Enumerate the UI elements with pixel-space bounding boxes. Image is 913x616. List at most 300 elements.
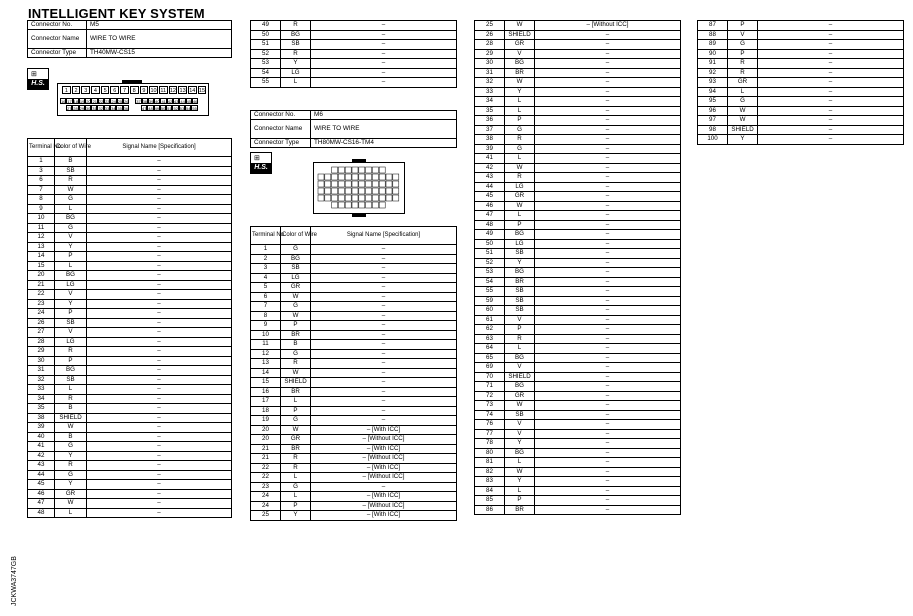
terminal-cell: 61 bbox=[475, 315, 505, 325]
terminal-cell: 50 bbox=[251, 30, 281, 40]
pin-cell: 5 bbox=[101, 86, 110, 94]
table-row bbox=[251, 340, 457, 350]
color-cell: L bbox=[281, 492, 311, 502]
color-cell: Y bbox=[505, 87, 535, 97]
label: Connector Name bbox=[28, 30, 87, 49]
signal-cell: – bbox=[535, 344, 681, 354]
signal-cell: – bbox=[758, 87, 904, 97]
signal-cell: – bbox=[535, 230, 681, 240]
color-cell: W bbox=[281, 425, 311, 435]
terminal-cell: 23 bbox=[28, 299, 55, 309]
table-row bbox=[28, 356, 232, 366]
terminal-cell: 25 bbox=[251, 511, 281, 521]
pin-cell: 54 bbox=[186, 106, 191, 111]
terminal-cell: 98 bbox=[698, 125, 728, 135]
table-row bbox=[475, 410, 681, 420]
pin-cell bbox=[332, 202, 338, 208]
color-cell: W bbox=[505, 78, 535, 88]
pin-cell bbox=[318, 181, 324, 187]
color-cell: LG bbox=[505, 182, 535, 192]
terminal-cell: 92 bbox=[698, 68, 728, 78]
table-row bbox=[251, 245, 457, 255]
table-row bbox=[28, 508, 232, 518]
pin-cell bbox=[372, 167, 378, 173]
table-row bbox=[251, 368, 457, 378]
terminal-cell: 20 bbox=[251, 435, 281, 445]
pin-cell bbox=[318, 195, 324, 201]
table-row bbox=[698, 97, 904, 107]
table-row bbox=[698, 40, 904, 50]
signal-cell: – bbox=[311, 321, 457, 331]
signal-cell: – bbox=[87, 242, 232, 252]
pin-cell: 12 bbox=[169, 88, 176, 94]
color-cell: P bbox=[281, 501, 311, 511]
table-row bbox=[251, 492, 457, 502]
terminal-cell: 33 bbox=[475, 87, 505, 97]
terminal-cell: 85 bbox=[475, 496, 505, 506]
signal-cell: – bbox=[535, 268, 681, 278]
signal-cell: – bbox=[535, 296, 681, 306]
terminal-cell: 29 bbox=[475, 49, 505, 59]
table-row bbox=[475, 135, 681, 145]
signal-cell: – bbox=[758, 125, 904, 135]
pin-cell: 42 bbox=[167, 99, 173, 104]
table-row bbox=[28, 166, 232, 176]
table-row bbox=[28, 394, 232, 404]
signal-cell: – bbox=[535, 59, 681, 69]
terminal-cell: 48 bbox=[475, 220, 505, 230]
color-cell: SHIELD bbox=[505, 372, 535, 382]
table-row bbox=[475, 467, 681, 477]
color-cell: G bbox=[281, 482, 311, 492]
signal-cell: – bbox=[535, 277, 681, 287]
color-cell: L bbox=[505, 211, 535, 221]
color-cell: G bbox=[55, 470, 87, 480]
color-cell: BR bbox=[281, 330, 311, 340]
table-row bbox=[28, 337, 232, 347]
signal-cell: – bbox=[87, 299, 232, 309]
table-row bbox=[475, 21, 681, 31]
signal-cell: – bbox=[535, 40, 681, 50]
signal-cell: – bbox=[758, 40, 904, 50]
signal-cell: – bbox=[87, 176, 232, 186]
color-cell: P bbox=[281, 406, 311, 416]
signal-cell: – bbox=[87, 204, 232, 214]
terminal-cell: 7 bbox=[251, 302, 281, 312]
terminal-cell: 88 bbox=[698, 30, 728, 40]
signal-cell: – bbox=[311, 68, 457, 78]
color-cell: P bbox=[281, 321, 311, 331]
terminal-cell: 24 bbox=[28, 309, 55, 319]
color-cell: L bbox=[505, 344, 535, 354]
table-row bbox=[698, 87, 904, 97]
table-row bbox=[698, 116, 904, 126]
connector-info-m6 bbox=[250, 110, 457, 148]
terminal-cell: 20 bbox=[251, 425, 281, 435]
table-row bbox=[475, 353, 681, 363]
color-cell: SB bbox=[505, 296, 535, 306]
terminal-cell: 22 bbox=[251, 473, 281, 483]
color-cell: GR bbox=[728, 78, 758, 88]
table-row bbox=[251, 454, 457, 464]
pin-cell bbox=[386, 195, 392, 201]
signal-cell: – bbox=[535, 144, 681, 154]
table-row bbox=[28, 366, 232, 376]
table-row bbox=[251, 511, 457, 521]
color-cell: G bbox=[55, 442, 87, 452]
terminal-cell: 34 bbox=[28, 394, 55, 404]
pin-cell: 32 bbox=[98, 106, 103, 111]
terminal-cell: 22 bbox=[28, 290, 55, 300]
pin-cell: 47 bbox=[141, 106, 147, 111]
terminal-cell: 90 bbox=[698, 49, 728, 59]
terminal-cell: 1 bbox=[251, 245, 281, 255]
signal-cell: – bbox=[311, 30, 457, 40]
terminal-cell: 60 bbox=[475, 306, 505, 316]
signal-cell: – bbox=[87, 185, 232, 195]
pin-cell bbox=[332, 188, 338, 194]
table-row bbox=[475, 420, 681, 430]
color-cell: SB bbox=[505, 249, 535, 259]
terminal-header: Terminal No. bbox=[251, 227, 281, 245]
signal-cell: – bbox=[535, 173, 681, 183]
pin-cell: 27 bbox=[67, 106, 72, 111]
terminal-cell: 64 bbox=[475, 344, 505, 354]
signal-cell: – [Without ICC] bbox=[535, 21, 681, 31]
terminal-cell: 71 bbox=[475, 382, 505, 392]
pin-cell bbox=[325, 188, 331, 194]
signal-cell: – bbox=[535, 30, 681, 40]
pin-cell bbox=[379, 174, 385, 180]
pin-cell bbox=[393, 195, 399, 201]
signal-cell: – bbox=[535, 315, 681, 325]
color-cell: SHIELD bbox=[728, 125, 758, 135]
terminal-cell: 78 bbox=[475, 439, 505, 449]
color-cell: W bbox=[55, 185, 87, 195]
color-cell: G bbox=[55, 195, 87, 205]
pin-cell: 6 bbox=[110, 86, 119, 94]
signal-cell: – bbox=[311, 359, 457, 369]
color-cell: B bbox=[55, 157, 87, 167]
terminal-cell: 14 bbox=[28, 252, 55, 262]
table-row bbox=[475, 106, 681, 116]
table-row bbox=[475, 363, 681, 373]
color-cell: G bbox=[281, 302, 311, 312]
pin-cell: 24 bbox=[111, 99, 116, 104]
pin-grid bbox=[314, 163, 404, 213]
terminal-cell: 54 bbox=[475, 277, 505, 287]
terminal-cell: 86 bbox=[475, 505, 505, 515]
table-row bbox=[475, 287, 681, 297]
signal-cell: – bbox=[758, 135, 904, 145]
pin-cell: 9 bbox=[140, 86, 149, 94]
table-row bbox=[475, 486, 681, 496]
signal-cell: – bbox=[535, 125, 681, 135]
terminal-cell: 34 bbox=[475, 97, 505, 107]
signal-cell: – bbox=[87, 233, 232, 243]
signal-cell: – bbox=[758, 68, 904, 78]
color-cell: L bbox=[281, 473, 311, 483]
document-code: JCKWA3747GB bbox=[11, 556, 18, 606]
table-row bbox=[475, 505, 681, 515]
color-cell: R bbox=[728, 59, 758, 69]
color-cell: R bbox=[55, 347, 87, 357]
label: Connector Type bbox=[28, 49, 87, 58]
table-row bbox=[28, 309, 232, 319]
pin-cell: 3 bbox=[81, 86, 90, 94]
color-cell: G bbox=[281, 416, 311, 426]
pin-cell bbox=[359, 195, 365, 201]
terminal-cell: 53 bbox=[251, 59, 281, 69]
pin-cell: 35 bbox=[117, 106, 122, 111]
terminal-cell: 52 bbox=[475, 258, 505, 268]
pin-cell bbox=[352, 167, 358, 173]
color-cell: R bbox=[55, 461, 87, 471]
table-row bbox=[28, 271, 232, 281]
signal-cell: – [With ICC] bbox=[311, 492, 457, 502]
table-row bbox=[28, 432, 232, 442]
pin-cell bbox=[379, 195, 385, 201]
table-row bbox=[251, 302, 457, 312]
signal-cell: – bbox=[535, 192, 681, 202]
signal-cell: – bbox=[87, 223, 232, 233]
terminal-cell: 1 bbox=[28, 157, 55, 167]
terminal-cell: 8 bbox=[251, 311, 281, 321]
signal-cell: – bbox=[535, 429, 681, 439]
pin-cell bbox=[359, 167, 365, 173]
table-row bbox=[475, 372, 681, 382]
color-cell: BG bbox=[505, 59, 535, 69]
terminal-cell: 33 bbox=[28, 385, 55, 395]
color-cell: GR bbox=[505, 40, 535, 50]
table-row bbox=[251, 59, 457, 69]
table-row bbox=[28, 204, 232, 214]
table-row bbox=[28, 470, 232, 480]
color-cell: R bbox=[505, 135, 535, 145]
pin-cell: 29 bbox=[79, 106, 85, 111]
pin-cell bbox=[393, 174, 399, 180]
label: Connector No. bbox=[251, 111, 311, 120]
signal-cell: – bbox=[311, 330, 457, 340]
color-cell: W bbox=[505, 467, 535, 477]
table-row bbox=[28, 347, 232, 357]
pin-cell bbox=[379, 188, 385, 194]
signal-cell: – bbox=[535, 439, 681, 449]
table-row bbox=[28, 489, 232, 499]
terminal-cell: 9 bbox=[28, 204, 55, 214]
color-cell: G bbox=[281, 349, 311, 359]
signal-cell: – bbox=[311, 283, 457, 293]
terminal-cell: 46 bbox=[28, 489, 55, 499]
color-cell: W bbox=[281, 311, 311, 321]
page-title: INTELLIGENT KEY SYSTEM bbox=[28, 6, 205, 21]
color-cell: P bbox=[55, 356, 87, 366]
signal-cell: – bbox=[535, 182, 681, 192]
color-cell: BG bbox=[281, 254, 311, 264]
color-cell: SHIELD bbox=[505, 30, 535, 40]
terminal-cell: 11 bbox=[251, 340, 281, 350]
pin-cell bbox=[372, 202, 378, 208]
terminal-header: Terminal No. bbox=[28, 139, 55, 157]
signal-cell: – [With ICC] bbox=[311, 511, 457, 521]
terminal-cell: 15 bbox=[28, 261, 55, 271]
table-row bbox=[251, 444, 457, 454]
table-row bbox=[475, 496, 681, 506]
pin-row bbox=[60, 98, 198, 104]
pin-cell bbox=[379, 167, 385, 173]
terminal-cell: 45 bbox=[475, 192, 505, 202]
color-cell: Y bbox=[281, 59, 311, 69]
signal-cell: – bbox=[87, 432, 232, 442]
table-row bbox=[251, 359, 457, 369]
signal-cell: – bbox=[87, 261, 232, 271]
terminal-cell: 7 bbox=[28, 185, 55, 195]
color-cell: BG bbox=[505, 230, 535, 240]
signal-cell: – bbox=[535, 78, 681, 88]
table-row bbox=[475, 144, 681, 154]
table-row bbox=[251, 78, 457, 88]
pin-cell bbox=[338, 181, 344, 187]
table-row bbox=[698, 78, 904, 88]
pin-cell: 15 bbox=[198, 88, 206, 94]
signal-header: Signal Name [Specification] bbox=[87, 139, 232, 157]
pin-cell bbox=[359, 181, 365, 187]
pin-cell bbox=[338, 188, 344, 194]
pin-cell bbox=[338, 167, 344, 173]
terminal-cell: 10 bbox=[28, 214, 55, 224]
terminal-cell: 49 bbox=[251, 21, 281, 31]
terminal-cell: 84 bbox=[475, 486, 505, 496]
table-row bbox=[251, 292, 457, 302]
pin-cell bbox=[332, 174, 338, 180]
color-cell: L bbox=[505, 106, 535, 116]
value: TH40MW-CS15 bbox=[87, 49, 232, 58]
terminal-cell: 2 bbox=[251, 254, 281, 264]
signal-cell: – bbox=[758, 21, 904, 31]
pin-cell bbox=[366, 167, 372, 173]
signal-cell: – bbox=[87, 470, 232, 480]
pin-cell: 19 bbox=[79, 99, 85, 104]
table-row bbox=[28, 176, 232, 186]
terminal-cell: 20 bbox=[28, 271, 55, 281]
terminal-cell: 27 bbox=[28, 328, 55, 338]
color-cell: L bbox=[505, 486, 535, 496]
signal-cell: – bbox=[535, 496, 681, 506]
pin-cell: 16 bbox=[61, 99, 66, 104]
signal-cell: – bbox=[311, 292, 457, 302]
table-row bbox=[475, 429, 681, 439]
pin-cell: 37 bbox=[136, 99, 141, 104]
terminal-cell: 13 bbox=[28, 242, 55, 252]
pin-cell: 18 bbox=[73, 99, 79, 104]
table-row bbox=[475, 87, 681, 97]
value: M5 bbox=[87, 21, 232, 30]
terminal-cell: 80 bbox=[475, 448, 505, 458]
color-cell: Y bbox=[505, 258, 535, 268]
terminal-cell: 96 bbox=[698, 106, 728, 116]
color-cell: SB bbox=[505, 306, 535, 316]
pin-cell bbox=[393, 188, 399, 194]
pin-cell bbox=[318, 174, 324, 180]
table-row bbox=[475, 40, 681, 50]
table-row bbox=[475, 239, 681, 249]
signal-cell: – bbox=[535, 477, 681, 487]
signal-cell: – bbox=[87, 366, 232, 376]
color-cell: L bbox=[728, 87, 758, 97]
terminal-cell: 47 bbox=[475, 211, 505, 221]
pin-cell: 55 bbox=[192, 106, 197, 111]
signal-cell: – bbox=[758, 49, 904, 59]
table-row bbox=[475, 334, 681, 344]
table-row bbox=[251, 378, 457, 388]
signal-cell: – bbox=[311, 254, 457, 264]
pin-cell bbox=[359, 188, 365, 194]
terminal-cell: 46 bbox=[475, 201, 505, 211]
pin-row bbox=[62, 86, 206, 94]
terminal-cell: 44 bbox=[475, 182, 505, 192]
signal-cell: – bbox=[87, 271, 232, 281]
terminal-cell: 55 bbox=[475, 287, 505, 297]
terminal-cell: 48 bbox=[28, 508, 55, 518]
signal-cell: – bbox=[535, 249, 681, 259]
color-cell: SB bbox=[55, 375, 87, 385]
terminal-cell: 12 bbox=[28, 233, 55, 243]
pin-cell bbox=[366, 188, 372, 194]
color-cell: W bbox=[728, 106, 758, 116]
table-row bbox=[251, 387, 457, 397]
terminal-cell: 35 bbox=[475, 106, 505, 116]
color-cell: P bbox=[55, 309, 87, 319]
color-cell: BG bbox=[55, 366, 87, 376]
signal-cell: – bbox=[87, 442, 232, 452]
signal-cell: – bbox=[311, 264, 457, 274]
table-row bbox=[475, 163, 681, 173]
signal-cell: – bbox=[87, 404, 232, 414]
signal-cell: – bbox=[535, 239, 681, 249]
terminal-cell: 12 bbox=[251, 349, 281, 359]
signal-cell: – bbox=[87, 347, 232, 357]
pin-cell: 17 bbox=[67, 99, 72, 104]
table-row bbox=[475, 220, 681, 230]
terminal-cell: 6 bbox=[251, 292, 281, 302]
pin-cell: 22 bbox=[98, 99, 104, 104]
table-row bbox=[475, 344, 681, 354]
pin-cell: 53 bbox=[179, 106, 185, 111]
terminal-cell: 73 bbox=[475, 401, 505, 411]
signal-cell: – bbox=[311, 245, 457, 255]
terminal-cell: 26 bbox=[28, 318, 55, 328]
color-cell: V bbox=[505, 315, 535, 325]
terminal-cell: 69 bbox=[475, 363, 505, 373]
table-row bbox=[251, 425, 457, 435]
terminal-cell: 49 bbox=[475, 230, 505, 240]
terminal-cell: 59 bbox=[475, 296, 505, 306]
signal-cell: – bbox=[87, 195, 232, 205]
terminal-cell: 24 bbox=[251, 492, 281, 502]
color-cell: Y bbox=[281, 511, 311, 521]
terminal-cell: 30 bbox=[28, 356, 55, 366]
terminal-table-m6-c bbox=[697, 20, 904, 145]
color-cell: W bbox=[55, 423, 87, 433]
color-cell: LG bbox=[281, 68, 311, 78]
table-row bbox=[28, 252, 232, 262]
signal-cell: – bbox=[87, 166, 232, 176]
terminal-cell: 81 bbox=[475, 458, 505, 468]
terminal-cell: 10 bbox=[251, 330, 281, 340]
signal-cell: – bbox=[535, 154, 681, 164]
color-cell: R bbox=[55, 394, 87, 404]
signal-cell: – bbox=[87, 318, 232, 328]
